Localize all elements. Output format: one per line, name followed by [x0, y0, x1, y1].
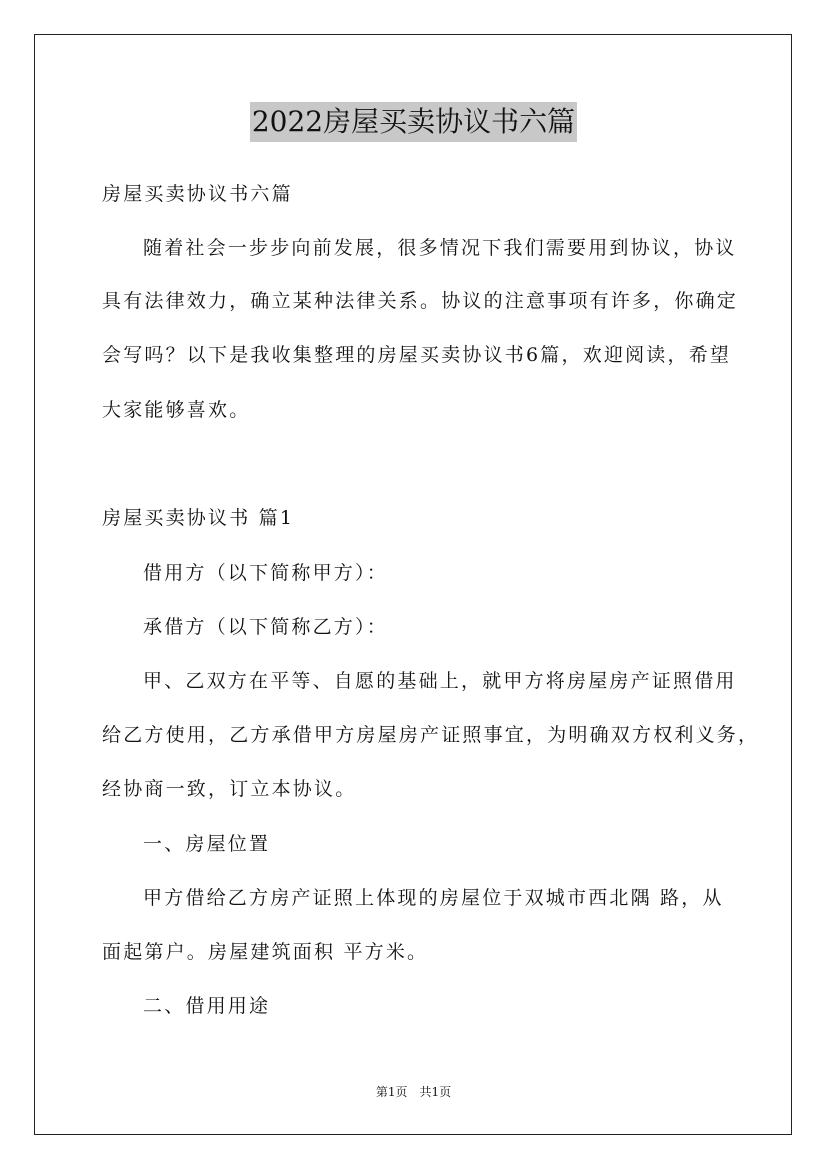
intro-line-4: 大家能够喜欢。 — [102, 399, 251, 421]
agreement-line-2: 给乙方使用，乙方承借甲方房屋房产证照事宜，为明确双方权利义务， — [102, 724, 760, 746]
clause-1-line-2: 面起第户。房屋建筑面积 平方米。 — [102, 941, 429, 963]
subtitle-line: 房屋买卖协议书六篇 — [102, 183, 293, 205]
intro-line-1: 随着社会一步步向前发展，很多情况下我们需要用到协议，协议 — [143, 237, 737, 259]
page-footer: 第1页 共1页 — [375, 1085, 452, 1099]
lender-line: 借用方（以下简称甲方）： — [143, 562, 388, 584]
intro-line-3: 会写吗？以下是我收集整理的房屋买卖协议书6篇，欢迎阅读，希望 — [102, 344, 732, 366]
borrower-line: 承借方（以下简称乙方）： — [143, 616, 388, 638]
clause-1-line-1: 甲方借给乙方房产证照上体现的房屋位于双城市西北隅 路，从 — [143, 887, 724, 909]
agreement-line-1: 甲、乙双方在平等、自愿的基础上，就甲方将房屋房产证照借用 — [143, 670, 737, 692]
agreement-line-3: 经协商一致，订立本协议。 — [102, 778, 357, 800]
clause-1-heading: 一、房屋位置 — [143, 833, 271, 855]
title-container — [0, 102, 827, 142]
document-title: 2022房屋买卖协议书六篇 — [250, 102, 577, 142]
clause-2-heading: 二、借用用途 — [143, 995, 271, 1017]
section-heading: 房屋买卖协议书 篇1 — [102, 507, 295, 529]
intro-line-2: 具有法律效力，确立某种法律关系。协议的注意事项有许多，你确定 — [102, 290, 739, 312]
